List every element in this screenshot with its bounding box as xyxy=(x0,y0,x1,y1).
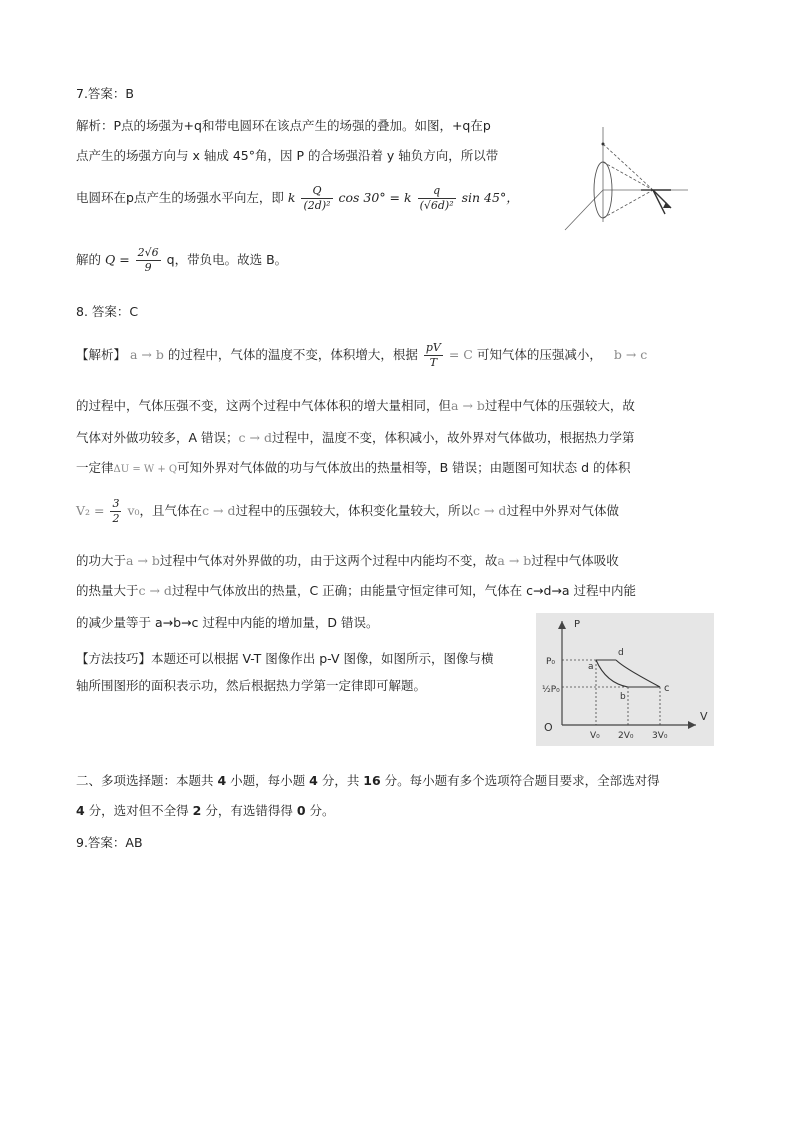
fraction-3-2 xyxy=(110,497,121,526)
q7-line-3 xyxy=(76,183,519,213)
v2-eq: V₂ = xyxy=(76,503,105,518)
q7-line-4 xyxy=(76,245,287,275)
method-tip-2: 轴所围图形的面积表示功，然后根据热力学第一定律即可解题。 xyxy=(76,678,427,693)
fraction-1 xyxy=(301,184,332,213)
q7-line-3-text: 电圆环在p点产生的场强水平向左，即 xyxy=(76,190,284,205)
fraction-1-num: Q xyxy=(301,184,332,199)
fraction-2 xyxy=(418,184,456,213)
point-c-label: c xyxy=(664,683,670,694)
fraction-2-den: (√6d)² xyxy=(419,199,454,212)
q8-line-7 xyxy=(76,582,636,600)
equals-c: = C xyxy=(448,347,473,362)
fraction-pv-t xyxy=(424,341,443,370)
section-2-l2-n3: 0 xyxy=(296,803,306,818)
q9-answer: 9.答案：AB xyxy=(76,835,143,850)
fraction-pv-num: pV xyxy=(425,341,441,354)
q8-line-6 xyxy=(76,552,619,570)
q7-answer: 7.答案：B xyxy=(76,86,135,101)
q8-line-3-a: 气体对外做功较多，A 错误； xyxy=(76,430,239,445)
process-cd-2: c → d xyxy=(202,503,236,518)
q8-line-5 xyxy=(76,496,619,526)
process-ab-4: a → b xyxy=(497,553,532,568)
coulomb-k: k xyxy=(287,190,296,205)
q8-line-7-b: 过程中气体放出的热量，C 正确；由能量守恒定律可知，气体在 c→d→a 过程中内能 xyxy=(171,583,637,598)
section-2-d: 分。每小题有多个选项符合题目要求，全部选对得 xyxy=(380,773,660,788)
section-2-line-2 xyxy=(76,802,335,820)
section-2-l2-n2: 2 xyxy=(192,803,202,818)
v0-term: v₀ xyxy=(127,503,140,518)
cos-term: cos 30° = xyxy=(338,190,405,205)
q8-line-2 xyxy=(76,397,635,415)
point-d-label: d xyxy=(618,648,624,658)
process-bc: b → c xyxy=(613,347,648,362)
point-a-label: a xyxy=(588,662,594,672)
section-2-l2-c: 分。 xyxy=(305,803,335,818)
process-cd-3: c → d xyxy=(473,503,507,518)
q8-line-6-a: 的功大于 xyxy=(76,553,127,568)
q8-line-6-c: 过程中气体吸收 xyxy=(531,553,619,568)
section-2-b: 小题，每小题 xyxy=(226,773,310,788)
fraction-3 xyxy=(136,246,161,275)
process-ab-2: a → b xyxy=(451,398,485,413)
section-2-l2-n1: 4 xyxy=(76,803,85,818)
section-2-l2-a: 分，选对但不全得 xyxy=(84,803,193,818)
p0-label: P₀ xyxy=(546,657,556,667)
section-2-c: 分，共 xyxy=(317,773,364,788)
fraction-3-2-den: 2 xyxy=(112,512,120,525)
fraction-1-den: (2d)² xyxy=(303,199,331,212)
process-cd-4: c → d xyxy=(138,583,172,598)
q7-line-4-pre: 解的 xyxy=(76,252,102,267)
q8-answer: 8. 答案：C xyxy=(76,304,139,319)
q7-line-4-post: q，带负电。故选 B。 xyxy=(166,252,288,267)
q8-line-5-b: ，且气体在 xyxy=(139,503,203,518)
section-2-a: 二、多项选择题：本题共 xyxy=(76,773,218,788)
point-b-label: b xyxy=(620,692,626,702)
analysis-tag: 【解析】 xyxy=(76,347,127,362)
fraction-pv-den: T xyxy=(429,356,438,369)
q8-line-3-b: 过程中，温度不变，体积减小，故外界对气体做功，根据热力学第 xyxy=(271,430,635,445)
q-equals: Q = xyxy=(105,252,134,267)
q8-line-8: 的减少量等于 a→b→c 过程中内能的增加量，D 错误。 xyxy=(76,615,379,630)
origin-label: O xyxy=(544,721,553,734)
q8-line-4-b: 可知外界对气体做的功与气体放出的热量相等，B 错误；由题图可知状态 d 的体积 xyxy=(177,460,631,475)
q8-line-2-b: 过程中气体的压强较大，故 xyxy=(484,398,635,413)
q8-line-6-b: 过程中气体对外界做的功，由于这两个过程中内能均不变，故 xyxy=(159,553,498,568)
fraction-3-2-num: 3 xyxy=(112,497,120,510)
coulomb-k-2: k xyxy=(404,190,412,205)
q8-line-4 xyxy=(76,459,631,479)
process-cd: c → d xyxy=(238,430,272,445)
section-2-l2-b: 分，有选错得得 xyxy=(201,803,297,818)
q8-line-7-a: 的热量大于 xyxy=(76,583,139,598)
ring-charge-figure xyxy=(553,122,713,237)
q8-line-5-c: 过程中的压强较大，体积变化量较大，所以 xyxy=(235,503,474,518)
section-2-n3: 16 xyxy=(363,773,381,788)
fraction-2-num: q xyxy=(418,184,456,199)
q8-line-1-text: 的过程中，气体的温度不变，体积增大，根据 xyxy=(167,347,418,362)
2v0-label: 2V₀ xyxy=(618,731,634,741)
section-2-n1: 4 xyxy=(217,773,227,788)
q7-line-1: 解析：P点的场强为+q和带电圆环在该点产生的场强的叠加。如图，+q在p xyxy=(76,118,491,133)
section-2-n2: 4 xyxy=(309,773,318,788)
first-law-eq: ΔU = W + Q xyxy=(113,464,178,475)
v-axis-label: V xyxy=(700,710,708,723)
section-2-line-1 xyxy=(76,772,660,790)
v0-label: V₀ xyxy=(590,731,600,741)
fraction-3-den: 9 xyxy=(144,261,152,274)
half-p0-label: ½P₀ xyxy=(542,685,560,695)
q8-line-2-a: 的过程中，气体压强不变，这两个过程中气体体积的增大量相同，但 xyxy=(76,398,452,413)
p-axis-label: P xyxy=(574,619,581,630)
process-ab-3: a → b xyxy=(126,553,160,568)
process-ab: a → b xyxy=(130,347,164,362)
q8-line-3 xyxy=(76,429,634,447)
q7-line-2: 点产生的场强方向与 x 轴成 45°角，因 P 的合场强沿着 y 轴负方向，所以带 xyxy=(76,148,499,163)
sin-term: sin 45°， xyxy=(461,190,519,205)
q8-line-1 xyxy=(76,340,647,370)
fraction-3-num: 2√6 xyxy=(137,246,159,259)
q8-line-4-a: 一定律 xyxy=(76,460,114,475)
pv-graph xyxy=(536,613,714,746)
3v0-label: 3V₀ xyxy=(652,731,668,741)
q8-line-5-d: 过程中外界对气体做 xyxy=(506,503,619,518)
method-tip-1: 【方法技巧】本题还可以根据 V-T 图像作出 p-V 图像，如图所示，图像与横 xyxy=(76,651,494,666)
q8-line-1-text-2: 可知气体的压强减小， xyxy=(476,347,602,362)
